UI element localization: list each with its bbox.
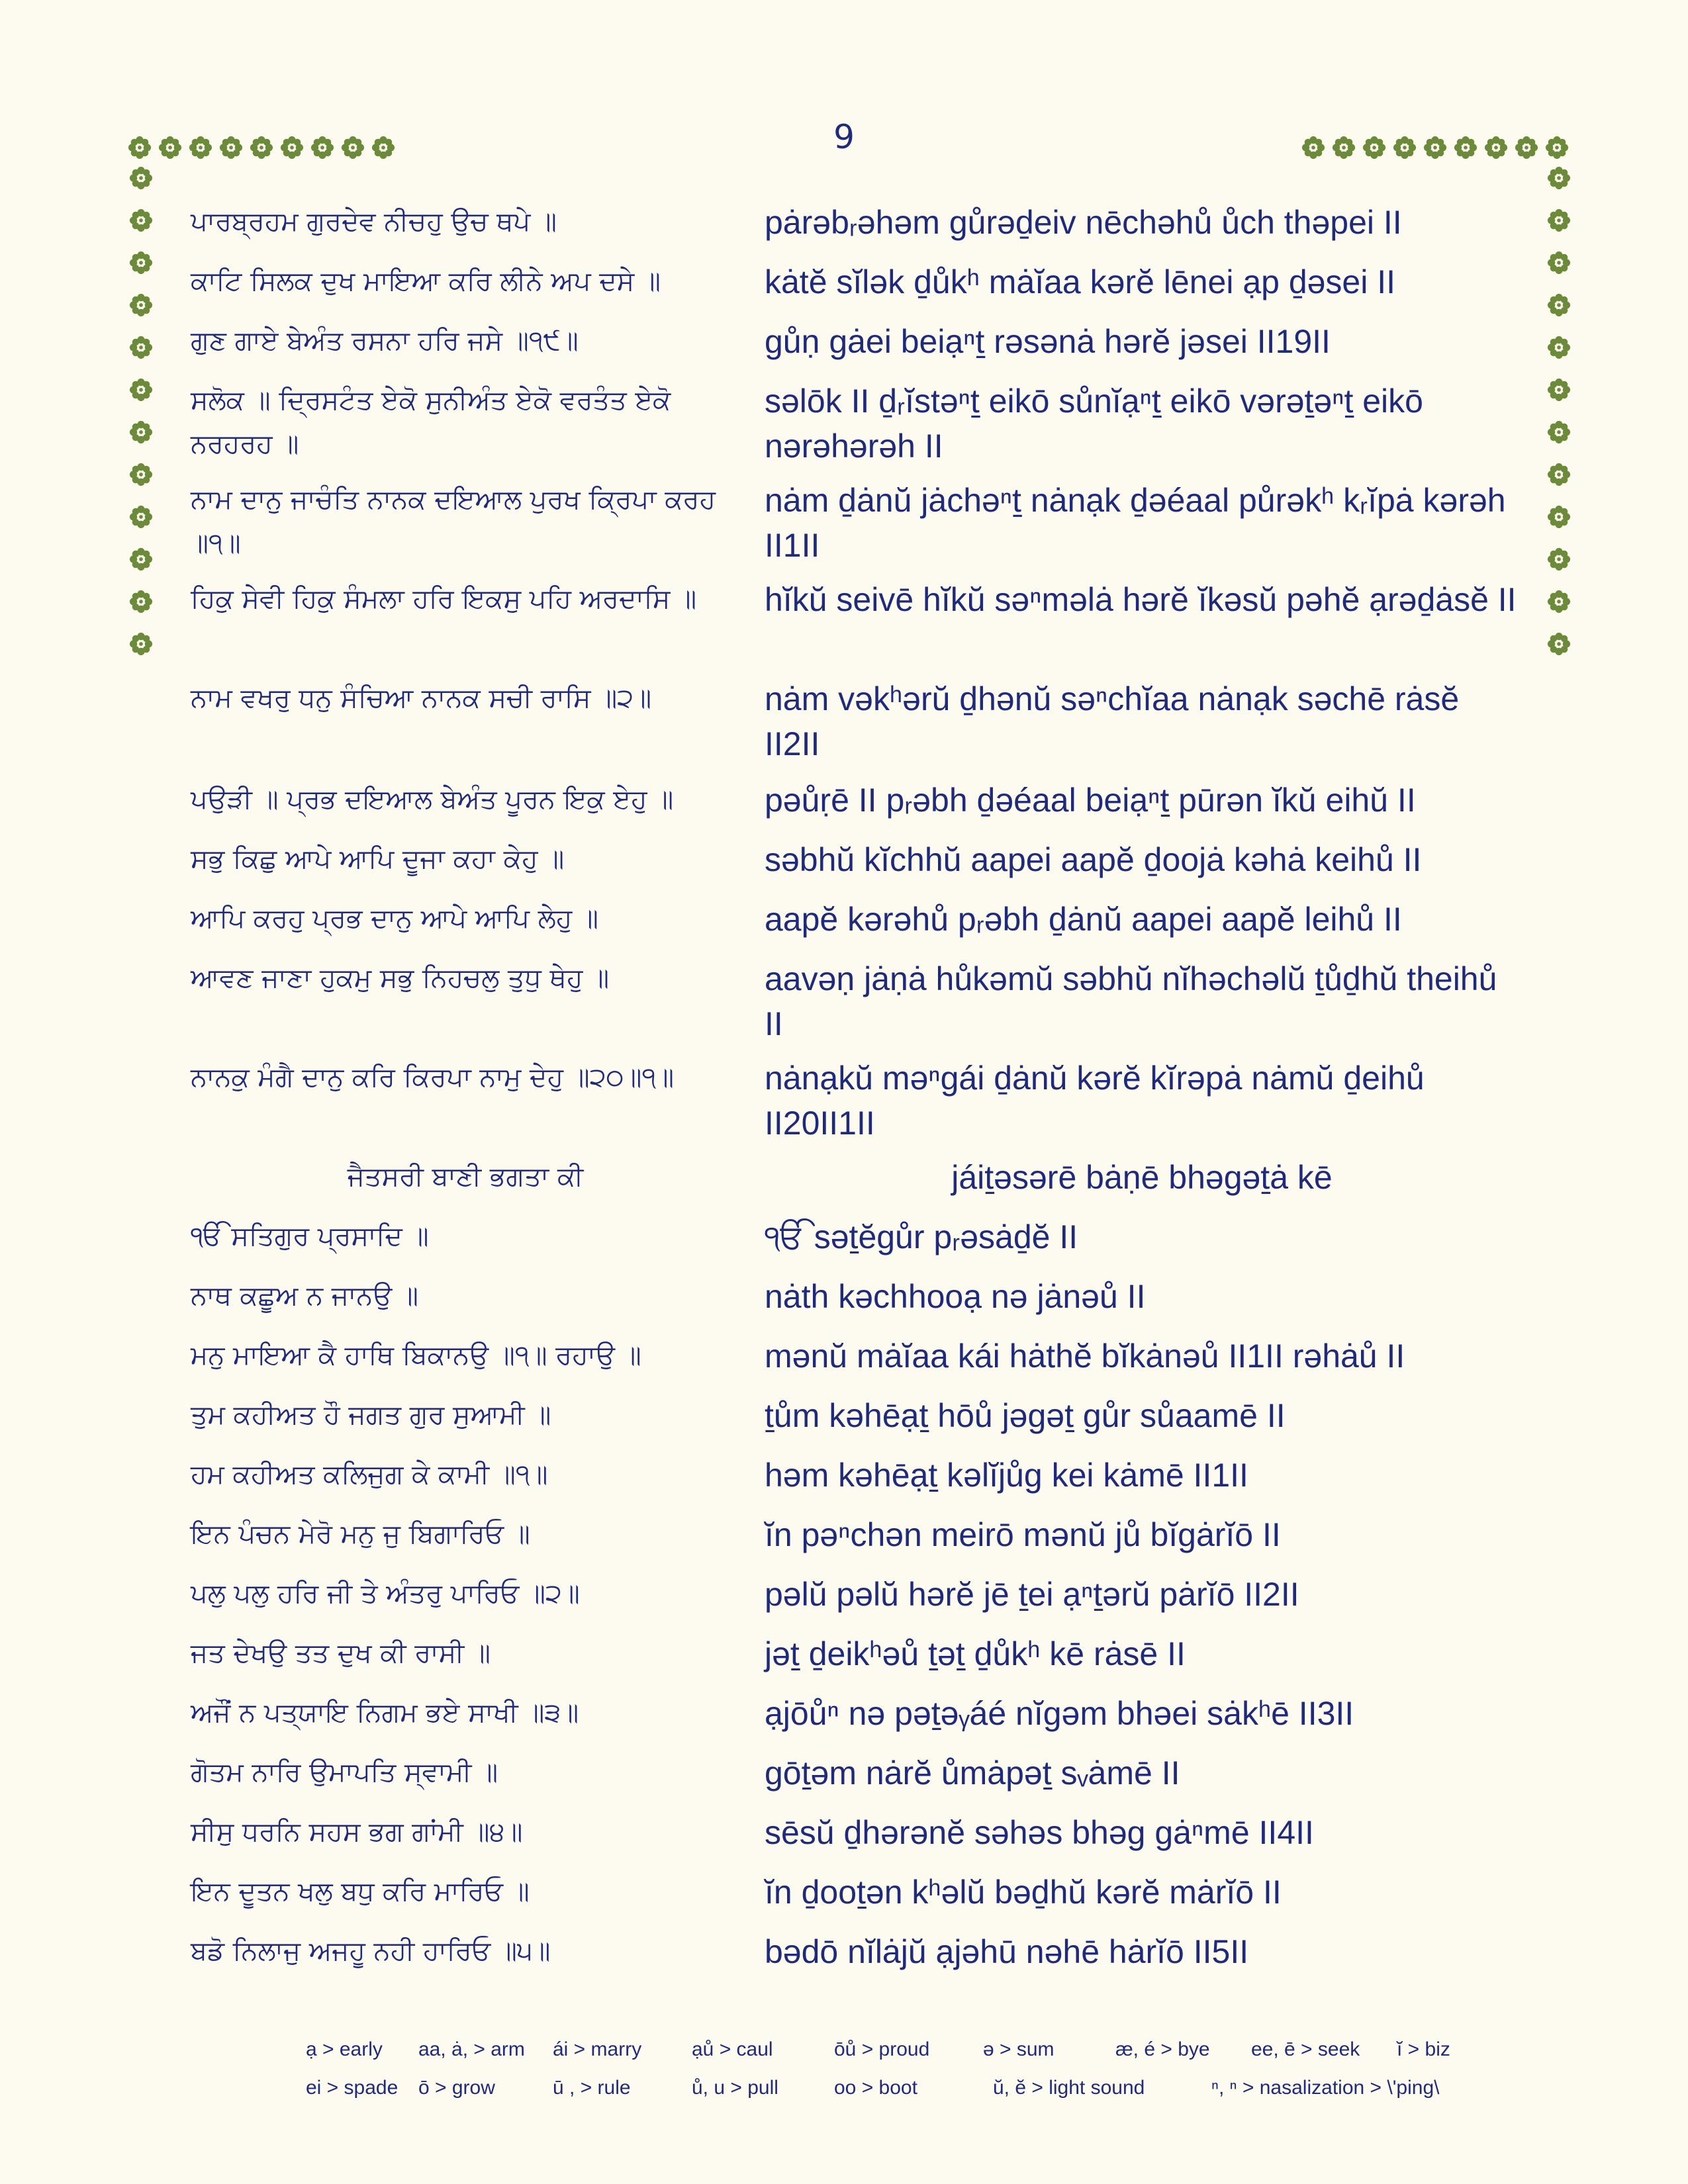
- legend-item: ů, u > pull: [692, 2077, 778, 2099]
- legend-item: aa, ȧ, > arm: [418, 2038, 525, 2060]
- gurmukhi-text: ਪਉੜੀ ॥ ਪ੍ਰਭ ਦਇਆਲ ਬੇਅੰਤ ਪੂਰਨ ਇਕੁ ਏਹੁ ॥: [191, 784, 674, 815]
- transliteration-text: nȧm vəkʰərŭ ḏhənŭ səⁿchĭaa nȧnạk səchē rȧsĕ II2II: [765, 680, 1460, 762]
- flower-icon: [1392, 135, 1417, 160]
- legend-item: ạů > caul: [692, 2038, 773, 2060]
- legend-item: ŭ, ĕ > light sound: [993, 2077, 1145, 2099]
- legend-item: ōů > proud: [834, 2038, 930, 2060]
- transliteration-text: nȧth kəchhooạ nə jȧnəů II: [765, 1278, 1146, 1315]
- transliteration-text: pəůṛē II pᵣəbh ḏəéaal beiạⁿṯ pūrən ĭkŭ eihŭ II: [765, 782, 1416, 819]
- gurmukhi-text: ਤੁਮ ਕਹੀਅਤ ਹੌ ਜਗਤ ਗੁਰ ਸੁਆਮੀ ॥: [191, 1400, 551, 1430]
- flower-icon: [1546, 420, 1571, 445]
- gurmukhi-text: ਗੁਣ ਗਾਏ ਬੇਅੰਤ ਰਸਨਾ ਹਰਿ ਜਸੇ ॥੧੯॥: [191, 326, 579, 356]
- flower-icon: [1546, 547, 1571, 572]
- gurmukhi-text: ਪਾਰਬ੍ਰਹਮ ਗੁਰਦੇਵ ਨੀਚਹੁ ਉਚ ਥਪੇ ॥: [191, 206, 557, 237]
- gurmukhi-text: ਹਮ ਕਹੀਅਤ ਕਲਿਜੁਗ ਕੇ ਕਾਮੀ ॥੧॥: [191, 1459, 548, 1490]
- flower-icon: [310, 135, 335, 160]
- page-number: 9: [833, 118, 855, 156]
- flower-icon: [279, 135, 305, 160]
- gurmukhi-text: ਨਾਮ ਦਾਨੁ ਜਾਚੰਤਿ ਨਾਨਕ ਦਇਆਲ ਪੁਰਖ ਕ੍ਰਿਪਾ ਕਰਹ ॥੧॥: [191, 484, 716, 559]
- transliteration-text: ṯům kəhēạṯ hōů jəgəṯ gůr sůaamē II: [765, 1397, 1286, 1434]
- legend-item: æ, é > bye: [1115, 2038, 1210, 2060]
- flower-icon: [128, 208, 154, 233]
- flower-icon: [249, 135, 274, 160]
- flower-icon: [188, 135, 213, 160]
- legend-item: ĭ > biz: [1397, 2038, 1450, 2060]
- gurmukhi-text: ਸਭੁ ਕਿਛੁ ਆਪੇ ਆਪਿ ਦੂਜਾ ਕਹਾ ਕੇਹੁ ॥: [191, 844, 565, 874]
- left-ornament-column: [128, 165, 154, 674]
- legend-item: ū , > rule: [553, 2077, 631, 2099]
- flower-icon: [1546, 589, 1571, 614]
- flower-icon: [1301, 135, 1326, 160]
- transliteration-text: pȧrəbᵣəhəm gůrəḏeiv nēchəhů ůch thəpei II: [765, 204, 1402, 241]
- flower-icon: [1331, 135, 1356, 160]
- right-ornament-column: [1546, 165, 1571, 674]
- flower-icon: [128, 462, 154, 487]
- legend-item: ạ > early: [306, 2038, 383, 2060]
- flower-icon: [218, 135, 244, 160]
- gurmukhi-text: ਅਜੌਂ ਨ ਪਤ੍ਯਾਇ ਨਿਗਮ ਭਏ ਸਾਖੀ ॥੩॥: [191, 1698, 579, 1728]
- flower-icon: [1453, 135, 1478, 160]
- flower-icon: [1423, 135, 1448, 160]
- flower-icon: [1546, 293, 1571, 318]
- transliteration-text: gōṯəm nȧrĕ ůmȧpəṯ sᵥȧmē II: [765, 1754, 1180, 1792]
- transliteration-text: hĭkŭ seivē hĭkŭ səⁿməlȧ hərĕ ĭkəsŭ pəhĕ ạrəḏȧsĕ II: [765, 581, 1517, 618]
- gurmukhi-text: ਮਨੁ ਮਾਇਆ ਕੈ ਹਾਥਿ ਬਿਕਾਨਉ ॥੧॥ ਰਹਾਉ ॥: [191, 1340, 641, 1371]
- gurmukhi-text: ਜਤ ਦੇਖਉ ਤਤ ਦੁਖ ਕੀ ਰਾਸੀ ॥: [191, 1638, 491, 1668]
- gurmukhi-text: ਸੀਸੁ ਧਰਨਿ ਸਹਸ ਭਗ ਗਾਂਮੀ ॥੪॥: [191, 1817, 523, 1847]
- legend-item: ⁿ, ⁿ > nasalization > \'ping\: [1211, 2077, 1440, 2099]
- flower-icon: [128, 250, 154, 275]
- flower-icon: [1362, 135, 1387, 160]
- flower-icon: [128, 335, 154, 360]
- gurmukhi-text: ਨਾਨਕੁ ਮੰਗੈ ਦਾਨੁ ਕਰਿ ਕਿਰਪਾ ਨਾਮੁ ਦੇਹੁ ॥੨੦॥੧॥: [191, 1062, 675, 1093]
- gurmukhi-text: ਪਲੁ ਪਲੁ ਹਰਿ ਜੀ ਤੇ ਅੰਤਰੁ ਪਾਰਿਓ ॥੨॥: [191, 1578, 580, 1609]
- transliteration-text: ĭn pəⁿchən meirō mənŭ jů bĭgȧrĭō II: [765, 1516, 1281, 1553]
- top-left-ornament: [127, 135, 396, 160]
- flower-icon: [371, 135, 396, 160]
- legend-item: ái > marry: [553, 2038, 642, 2060]
- gurmukhi-text: ਹਿਕੁ ਸੇਵੀ ਹਿਕੁ ਸੰਮਲਾ ਹਰਿ ਇਕਸੁ ਪਹਿ ਅਰਦਾਸਿ ॥: [191, 584, 697, 614]
- flower-icon: [1546, 504, 1571, 529]
- legend-item: oo > boot: [834, 2077, 917, 2099]
- flower-icon: [1483, 135, 1509, 160]
- transliteration-text: kȧtĕ sĭlək ḏůkʰ mȧĭaa kərĕ lēnei ạp ḏəsei II: [765, 263, 1396, 300]
- transliteration-text: ạjōůⁿ nə pəṯəᵧáé nĭgəm bhəei sȧkʰē II3II: [765, 1695, 1354, 1732]
- transliteration-text: ੴ səṯĕgůr pᵣəsȧḏĕ II: [765, 1218, 1078, 1255]
- transliteration-text: ĭn ḏooṯən kʰəlŭ bəḏhŭ kərĕ mȧrĭō II: [765, 1874, 1282, 1911]
- transliteration-text: səbhŭ kĭchhŭ aapei aapĕ ḏoojȧ kəhȧ keihů II: [765, 841, 1422, 878]
- flower-icon: [1514, 135, 1539, 160]
- flower-icon: [128, 547, 154, 572]
- flower-icon: [128, 377, 154, 402]
- legend-item: ee, ē > seek: [1251, 2038, 1360, 2060]
- top-right-ornament: [1301, 135, 1570, 160]
- transliteration-text: sēsŭ ḏhərənĕ səhəs bhəg gȧⁿmē II4II: [765, 1814, 1314, 1851]
- gurmukhi-text: ਸਲੋਕ ॥ ਦ੍ਰਿਸਟੰਤ ਏਕੋ ਸੁਨੀਅੰਤ ਏਕੋ ਵਰਤੰਤ ਏਕੋ ਨਰਹਰਹ ॥: [191, 385, 671, 459]
- transliteration-text: aapĕ kərəhů pᵣəbh ḏȧnŭ aapei aapĕ leihů II: [765, 901, 1402, 938]
- flower-icon: [1544, 135, 1570, 160]
- gurmukhi-text: ੴ ਸਤਿਗੁਰ ਪ੍ਰਸਾਦਿ ॥: [191, 1221, 429, 1251]
- transliteration-text: nȧm ḏȧnŭ jȧchəⁿṯ nȧnạk ḏəéaal půrəkʰ kᵣĭpȧ kərəh II1II: [765, 482, 1506, 564]
- transliteration-text: səlōk II ḏᵣĭstəⁿṯ eikō sůnĭạⁿṯ eikō vərəṯəⁿṯ eikō nərəhərəh II: [765, 383, 1423, 465]
- gurmukhi-text: ਨਾਥ ਕਛੂਅ ਨ ਜਾਨਉ ॥: [191, 1281, 419, 1311]
- transliteration-text: jəṯ ḏeikʰəů ṯəṯ ḏůkʰ kē rȧsē II: [765, 1635, 1186, 1672]
- flower-icon: [1546, 335, 1571, 360]
- gurmukhi-text: ਇਨ ਪੰਚਨ ਮੇਰੋ ਮਨੁ ਜੁ ਬਿਗਾਰਿਓ ॥: [191, 1519, 530, 1549]
- gurmukhi-text: ਨਾਮ ਵਖਰੁ ਧਨੁ ਸੰਚਿਆ ਨਾਨਕ ਸਚੀ ਰਾਸਿ ॥੨॥: [191, 683, 652, 713]
- gurmukhi-text: ਜੈਤਸਰੀ ਬਾਣੀ ਭਗਤਾ ਕੀ: [347, 1161, 584, 1192]
- gurmukhi-text: ਗੋਤਮ ਨਾਰਿ ਉਮਾਪਤਿ ਸ੍ਵਾਮੀ ॥: [191, 1757, 498, 1788]
- flower-icon: [1546, 462, 1571, 487]
- flower-icon: [340, 135, 365, 160]
- gurmukhi-text: ਕਾਟਿ ਸਿਲਕ ਦੁਖ ਮਾਇਆ ਕਰਿ ਲੀਨੇ ਅਪ ਦਸੇ ॥: [191, 266, 661, 296]
- flower-icon: [1546, 377, 1571, 402]
- transliteration-text: mənŭ mȧĭaa kái hȧthĕ bĭkȧnəů II1II rəhȧů II: [765, 1338, 1405, 1375]
- flower-icon: [1546, 165, 1571, 191]
- flower-icon: [1546, 250, 1571, 275]
- transliteration-text: aavəṇ jȧṇȧ hůkəmŭ səbhŭ nĭhəchəlŭ ṯůḏhŭ theihů II: [765, 960, 1497, 1042]
- legend-item: ə > sum: [983, 2038, 1055, 2060]
- legend-item: ei > spade: [306, 2077, 399, 2099]
- transliteration-text: bədō nĭlȧjŭ ạjəhū nəhē hȧrĭō II5II: [765, 1933, 1249, 1970]
- flower-icon: [158, 135, 183, 160]
- flower-icon: [128, 420, 154, 445]
- transliteration-text: pəlŭ pəlŭ hərĕ jē ṯei ạⁿṯərŭ pȧrĭō II2II: [765, 1576, 1299, 1613]
- transliteration-text: nȧnạkŭ məⁿgái ḏȧnŭ kərĕ kĭrəpȧ nȧmŭ ḏeihů II20II1II: [765, 1060, 1425, 1142]
- flower-icon: [128, 589, 154, 614]
- flower-icon: [128, 631, 154, 657]
- flower-icon: [127, 135, 152, 160]
- flower-icon: [1546, 631, 1571, 657]
- flower-icon: [128, 293, 154, 318]
- gurmukhi-text: ਬਡੋ ਨਿਲਾਜੁ ਅਜਹੂ ਨਹੀ ਹਾਰਿਓ ॥੫॥: [191, 1936, 551, 1966]
- gurmukhi-text: ਆਵਣ ਜਾਣਾ ਹੁਕਮੁ ਸਭੁ ਨਿਹਚਲੁ ਤੁਧੁ ਥੇਹੁ ॥: [191, 963, 610, 993]
- transliteration-text: həm kəhēạṯ kəlĭjůg kei kȧmē II1II: [765, 1457, 1248, 1494]
- transliteration-text: gůṇ gȧei beiạⁿṯ rəsənȧ hərĕ jəsei II19II: [765, 323, 1331, 360]
- flower-icon: [128, 504, 154, 529]
- flower-icon: [128, 165, 154, 191]
- gurmukhi-text: ਆਪਿ ਕਰਹੁ ਪ੍ਰਭ ਦਾਨੁ ਆਪੇ ਆਪਿ ਲੇਹੁ ॥: [191, 903, 598, 934]
- legend-item: ō > grow: [418, 2077, 495, 2099]
- gurmukhi-text: ਇਨ ਦੂਤਨ ਖਲੁ ਬਧੁ ਕਰਿ ਮਾਰਿਓ ॥: [191, 1876, 530, 1907]
- flower-icon: [1546, 208, 1571, 233]
- transliteration-text: jáiṯəsərē bȧṇē bhəgəṯȧ kē: [951, 1159, 1333, 1196]
